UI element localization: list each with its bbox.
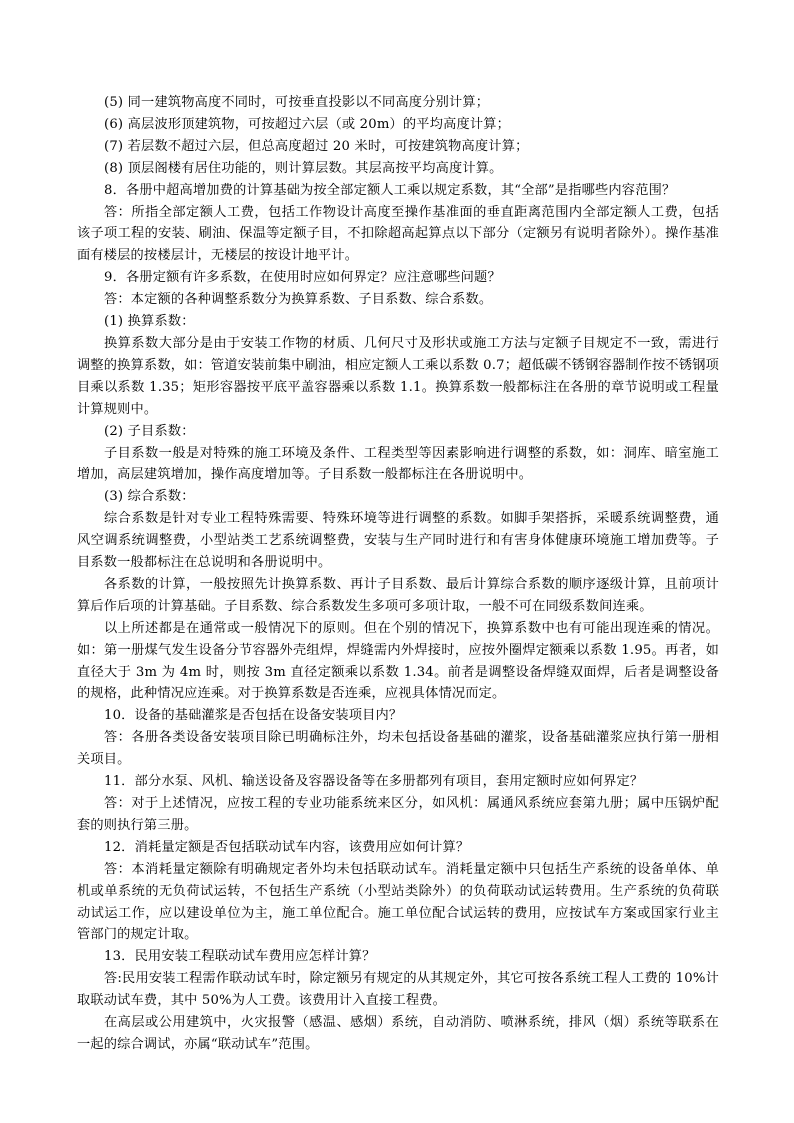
list-item: (8) 顶层阁楼有居住功能的，则计算层数。其层高按平均高度计算。: [104, 160, 503, 176]
question-11: 11．部分水泵、风机、输送设备及容器设备等在多册都列有项目，套用定额时应如何界定？: [104, 774, 644, 790]
section-title-sub-item: (2) 子目系数：: [104, 423, 195, 439]
question-9: 9．各册定额有许多系数，在使用时应如何界定？应注意哪些问题？: [104, 270, 501, 286]
document-page: [0, 92, 794, 1056]
answer-13: 答:民用安装工程需作联动试车时，除定额另有规定的从其规定外，其它可按各系统工程人工费的 10%计取联动试车费，其中 50%为人工费。该费用计入直接工程费。: [77, 971, 719, 1009]
paragraph-final: 在高层或公用建筑中，火灾报警（感温、感烟）系统，自动消防、喷淋系统，排风（烟）系统等联系在一起的综合调试，亦属“联动试车”范围。: [77, 1015, 719, 1052]
paragraph-special-cases: 以上所述都是在通常或一般情况下的原则。但在个别的情况下，换算系数中也有可能出现连乘的情况。如：第一册煤气发生设备分节容器外壳组焊，焊缝需内外焊接时，应按外圈焊定额乘以系数 1.95。再者，如直径大于 3m 为 4m 时，则按 3m 直径定额乘以系数 1.34。前者是调整设备焊缝双面焊，后者是调整设备的规格，此种情况应连乘。对于换算系数是否连乘，应视具体情况而定。: [77, 620, 719, 702]
list-item: (5) 同一建筑物高度不同时，可按垂直投影以不同高度分别计算；: [104, 95, 490, 110]
question-8: 8．各册中超高增加费的计算基础为按全部定额人工乘以规定系数，其“全部”是指哪些内容范围？: [104, 182, 676, 198]
answer-10: 答：各册各类设备安装项目除已明确标注外，均未包括设备基础的灌浆，设备基础灌浆应执行第一册相关项目。: [77, 730, 719, 768]
answer-8: 答：所指全部定额人工费，包括工作物设计高度至操作基准面的垂直距离范围内全部定额人工费，包括该子项工程的安装、刷油、保温等定额子目，不扣除超高起算点以下部分（定额另有说明者除外）。操作基准面有楼层的按楼层计，无楼层的按设计地平计。: [77, 204, 719, 264]
answer-9: 答：本定额的各种调整系数分为换算系数、子目系数、综合系数。: [104, 292, 493, 308]
section-text-composite: 综合系数是针对专业工程特殊需要、特殊环境等进行调整的系数。如脚手架搭拆，采暖系统调整费，通风空调系统调整费，小型站类工艺系统调整费，安装与生产同时进行和有害身体健康环境施工增加费等。子目系数一般都标注在总说明和各册说明中。: [77, 511, 719, 571]
answer-11: 答：对于上述情况，应按工程的专业功能系统来区分，如风机：属通风系统应套第九册；属中压锅炉配套的则执行第三册。: [77, 796, 719, 833]
question-13: 13．民用安装工程联动试车费用应怎样计算？: [104, 949, 376, 965]
paragraph-calculation: 各系数的计算，一般按照先计换算系数、再计子目系数、最后计算综合系数的顺序逐级计算，且前项计算后作后项的计算基础。子目系数、综合系数发生多项可多项计取，一般不可在同级系数间连乘。: [77, 576, 719, 614]
question-10: 10．设备的基础灌浆是否包括在设备安装项目内？: [104, 708, 403, 724]
section-title-conversion: (1) 换算系数：: [104, 314, 195, 330]
section-text-sub-item: 子目系数一般是对特殊的施工环境及条件、工程类型等因素影响进行调整的系数，如：洞库、暗室施工增加，高层建筑增加，操作高度增加等。子目系数一般都标注在各册说明中。: [77, 445, 719, 483]
question-12: 12．消耗量定额是否包括联动试车内容，该费用应如何计算？: [104, 839, 470, 855]
section-title-composite: (3) 综合系数：: [104, 489, 195, 505]
answer-12: 答：本消耗量定额除有明确规定者外均未包括联动试车。消耗量定额中只包括生产系统的设备单体、单机或单系统的无负荷试运转，不包括生产系统（小型站类除外）的负荷联动试运转费用。生产系统的负荷联动试运工作，应以建设单位为主，施工单位配合。施工单位配合试运转的费用，应按试车方案或国家行业主管部门的规定计取。: [77, 861, 719, 943]
section-text-conversion: 换算系数大部分是由于安装工作物的材质、几何尺寸及形状或施工方法与定额子目规定不一致，需进行调整的换算系数，如：管道安装前集中刷油，相应定额人工乘以系数 0.7；超低碳不锈钢容器制作按不锈钢项目乘以系数 1.35；矩形容器按平底平盖容器乘以系数 1.1。换算系数一般都标注在各册的章节说明或工程量计算规则中。: [77, 335, 719, 417]
list-item: (6) 高层波形顶建筑物，可按超过六层（或 20m）的平均高度计算；: [104, 116, 511, 132]
list-item: (7) 若层数不超过六层，但总高度超过 20 米时，可按建筑物高度计算；: [104, 138, 529, 154]
